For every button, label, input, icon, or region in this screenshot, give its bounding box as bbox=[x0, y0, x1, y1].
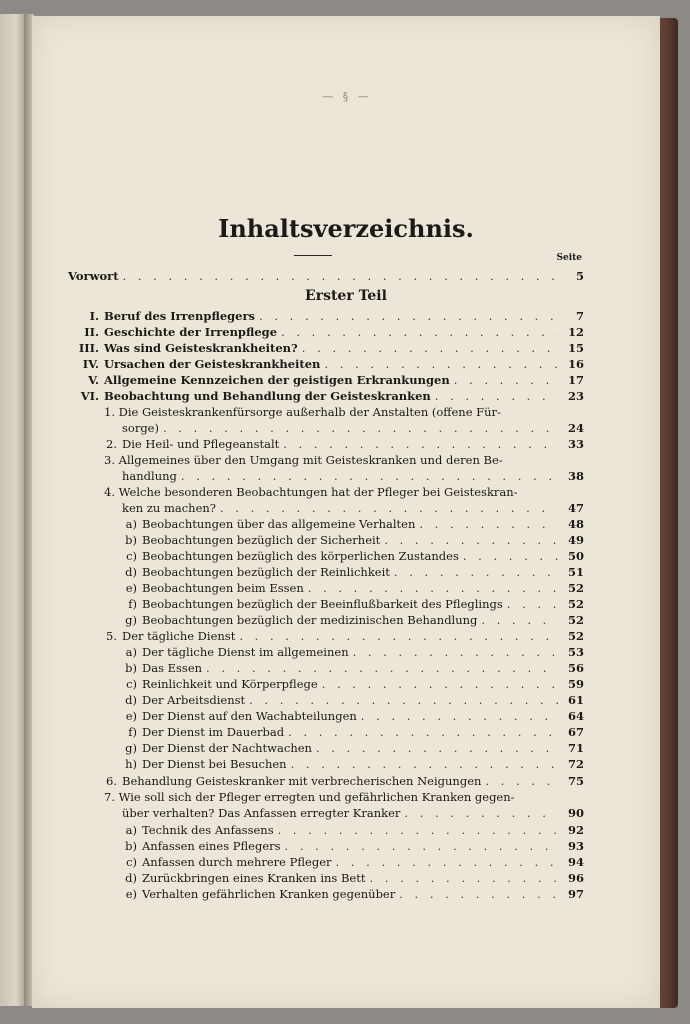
section-number: 6. bbox=[106, 774, 117, 788]
toc-entry-subsection[interactable] bbox=[122, 532, 584, 548]
subsection-letter: d) bbox=[125, 565, 137, 579]
toc-entry-subsection[interactable] bbox=[122, 708, 584, 724]
toc-page-number: 51 bbox=[567, 565, 584, 579]
leader-dots bbox=[369, 870, 558, 886]
leader-dots bbox=[249, 692, 558, 708]
toc-page-number: 67 bbox=[567, 725, 584, 739]
toc-entry-text: Das Essen bbox=[142, 661, 203, 675]
section-number: 1. bbox=[104, 405, 115, 419]
toc-page-number: 15 bbox=[567, 341, 584, 355]
toc-entry-chapter[interactable] bbox=[72, 308, 584, 324]
toc-entry-text: Allgemeines über den Umgang mit Geisteskranken und deren Be- bbox=[118, 453, 503, 467]
leader-dots bbox=[181, 468, 558, 484]
toc-entry-text: ken zu machen? bbox=[122, 501, 216, 515]
leader-dots bbox=[239, 628, 558, 644]
title-divider bbox=[294, 255, 332, 256]
toc-entry-section-line[interactable] bbox=[104, 484, 518, 500]
subsection-letter: h) bbox=[125, 757, 137, 771]
toc-page-number: 61 bbox=[567, 693, 584, 707]
leader-dots bbox=[281, 324, 558, 340]
toc-page-number: 24 bbox=[567, 421, 584, 435]
toc-page-number: 38 bbox=[567, 469, 584, 483]
toc-entry-subsection[interactable] bbox=[122, 596, 584, 612]
toc-entry-subsection[interactable] bbox=[122, 564, 584, 580]
toc-entry-subsection[interactable] bbox=[122, 724, 584, 740]
toc-entry-text: Beobachtungen bezüglich der Beeinflußbarkeit des Pfleglings bbox=[142, 597, 503, 611]
toc-entry-text: über verhalten? Das Anfassen erregter Kranker bbox=[122, 806, 401, 820]
toc-entry-section[interactable] bbox=[104, 436, 584, 452]
toc-page-number: 92 bbox=[567, 823, 584, 837]
leader-dots bbox=[481, 612, 558, 628]
toc-entry-text: Beobachtungen bezüglich der Sicherheit bbox=[142, 533, 381, 547]
toc-page-number: 33 bbox=[567, 437, 584, 451]
toc-page-number: 59 bbox=[567, 677, 584, 691]
toc-entry-text: Was sind Geisteskrankheiten? bbox=[104, 341, 298, 355]
toc-entry-text: Der Dienst der Nachtwachen bbox=[142, 741, 312, 755]
toc-entry-subsection[interactable] bbox=[122, 838, 584, 854]
toc-entry-text: Zurückbringen eines Kranken ins Bett bbox=[142, 871, 366, 885]
page-title: Inhaltsverzeichnis. bbox=[218, 214, 474, 243]
left-page-edge bbox=[0, 14, 26, 1006]
section-number: 2. bbox=[106, 437, 117, 451]
toc-entry-text: Der Dienst auf den Wachabteilungen bbox=[142, 709, 357, 723]
toc-entry-text: Allgemeine Kennzeichen der geistigen Erkrankungen bbox=[104, 373, 450, 387]
toc-entry-text: Beobachtungen bezüglich der Reinlichkeit bbox=[142, 565, 390, 579]
toc-entry-section-line[interactable] bbox=[104, 404, 501, 420]
leader-dots bbox=[353, 644, 558, 660]
subsection-letter: a) bbox=[125, 823, 137, 837]
toc-entry-chapter[interactable] bbox=[72, 340, 584, 356]
toc-page-number: 56 bbox=[567, 661, 584, 675]
toc-page-number: 71 bbox=[567, 741, 584, 755]
toc-entry-text: Vorwort bbox=[68, 269, 119, 283]
toc-entry-subsection[interactable] bbox=[122, 854, 584, 870]
toc-page-number: 17 bbox=[567, 373, 584, 387]
toc-entry-section[interactable] bbox=[104, 773, 584, 789]
subsection-letter: b) bbox=[125, 533, 137, 547]
chapter-number: II. bbox=[84, 325, 99, 339]
toc-page-number: 48 bbox=[567, 517, 584, 531]
section-number: 4. bbox=[104, 485, 115, 499]
toc-entry-text: Reinlichkeit und Körperpflege bbox=[142, 677, 318, 691]
toc-entry-text: Die Geisteskrankenfürsorge außerhalb der Anstalten (offene Für- bbox=[118, 405, 501, 419]
toc-entry-text: Der Dienst bei Besuchen bbox=[142, 757, 287, 771]
toc-page-number: 53 bbox=[567, 645, 584, 659]
leader-dots bbox=[384, 532, 558, 548]
leader-dots bbox=[316, 740, 558, 756]
subsection-letter: f) bbox=[128, 597, 137, 611]
toc-entry-text: Behandlung Geisteskranker mit verbrecherischen Neigungen bbox=[122, 774, 482, 788]
toc-page-number: 93 bbox=[567, 839, 584, 853]
toc-entry-text: Beobachtungen bezüglich des körperlichen Zustandes bbox=[142, 549, 459, 563]
chapter-number: III. bbox=[78, 341, 99, 355]
toc-entry-subsection[interactable] bbox=[122, 580, 584, 596]
subsection-letter: c) bbox=[126, 855, 137, 869]
leader-dots bbox=[463, 548, 558, 564]
toc-entry-section[interactable] bbox=[122, 420, 584, 436]
toc-entry-section[interactable] bbox=[122, 468, 584, 484]
toc-page-number: 12 bbox=[567, 325, 584, 339]
toc-entry-text: Ursachen der Geisteskrankheiten bbox=[104, 357, 321, 371]
toc-entry-text: Beobachtungen beim Essen bbox=[142, 581, 304, 595]
subsection-letter: b) bbox=[125, 839, 137, 853]
section-number: 7. bbox=[104, 790, 115, 804]
toc-page-number: 52 bbox=[567, 613, 584, 627]
toc-entry-text: Technik des Anfassens bbox=[142, 823, 274, 837]
toc-entry-text: Der tägliche Dienst bbox=[122, 629, 236, 643]
subsection-letter: e) bbox=[125, 581, 137, 595]
toc-page-number: 97 bbox=[567, 887, 584, 901]
chapter-number: V. bbox=[88, 373, 99, 387]
leader-dots bbox=[399, 886, 558, 902]
toc-page-number: 47 bbox=[567, 501, 584, 515]
toc-entry-chapter[interactable] bbox=[72, 388, 584, 404]
toc-page-number: 52 bbox=[567, 597, 584, 611]
leader-dots bbox=[302, 340, 558, 356]
subsection-letter: g) bbox=[125, 741, 137, 755]
leader-dots bbox=[485, 773, 558, 789]
toc-entry-text: Der tägliche Dienst im allgemeinen bbox=[142, 645, 349, 659]
toc-entry-section[interactable] bbox=[122, 500, 584, 516]
section-number: 5. bbox=[106, 629, 117, 643]
toc-entry-subsection[interactable] bbox=[122, 660, 584, 676]
toc-entry-text: Anfassen eines Pflegers bbox=[142, 839, 281, 853]
toc-entry-subsection[interactable] bbox=[122, 516, 584, 532]
toc-entry-chapter[interactable] bbox=[72, 372, 584, 388]
toc-entry-chapter[interactable] bbox=[72, 356, 584, 372]
toc-entry-section-line[interactable] bbox=[104, 789, 515, 805]
subsection-letter: a) bbox=[125, 645, 137, 659]
header-ornament: — § — bbox=[322, 90, 372, 103]
leader-dots bbox=[507, 596, 558, 612]
toc-page-number: 7 bbox=[575, 309, 584, 323]
toc-entry-text: Beruf des Irrenpflegers bbox=[104, 309, 256, 323]
leader-dots bbox=[324, 356, 558, 372]
toc-page-number: 16 bbox=[567, 357, 584, 371]
leader-dots bbox=[163, 420, 558, 436]
toc-page-number: 52 bbox=[567, 629, 584, 643]
toc-entry-section[interactable] bbox=[104, 628, 584, 644]
toc-entry-text: Anfassen durch mehrere Pfleger bbox=[142, 855, 332, 869]
leader-dots bbox=[291, 756, 558, 772]
chapter-number: IV. bbox=[82, 357, 99, 371]
toc-page-number: 64 bbox=[567, 709, 584, 723]
toc-entry-text: Beobachtungen über das allgemeine Verhalten bbox=[142, 517, 416, 531]
leader-dots bbox=[259, 308, 558, 324]
part-title: Erster Teil bbox=[305, 288, 387, 304]
toc-entry-text: Wie soll sich der Pfleger erregten und gefährlichen Kranken gegen- bbox=[118, 790, 515, 804]
toc-entry-subsection[interactable] bbox=[122, 548, 584, 564]
toc-entry-chapter[interactable] bbox=[72, 324, 584, 340]
toc-entry-text: Der Arbeitsdienst bbox=[142, 693, 246, 707]
leader-dots bbox=[322, 676, 558, 692]
toc-page-number: 72 bbox=[567, 757, 584, 771]
toc-entry-subsection[interactable] bbox=[122, 612, 584, 628]
leader-dots bbox=[435, 388, 558, 404]
subsection-letter: b) bbox=[125, 661, 137, 675]
leader-dots bbox=[404, 805, 558, 821]
toc-entry-text: Geschichte der Irrenpflege bbox=[104, 325, 278, 339]
toc-page-number: 5 bbox=[575, 269, 584, 283]
toc-page-number: 90 bbox=[567, 806, 584, 820]
leader-dots bbox=[361, 708, 558, 724]
subsection-letter: e) bbox=[125, 709, 137, 723]
toc-entry-text: sorge) bbox=[122, 421, 159, 435]
toc-page-number: 96 bbox=[567, 871, 584, 885]
subsection-letter: d) bbox=[125, 693, 137, 707]
subsection-letter: f) bbox=[128, 725, 137, 739]
toc-entry-subsection[interactable] bbox=[122, 756, 584, 772]
chapter-number: I. bbox=[89, 309, 99, 323]
toc-entry-subsection[interactable] bbox=[122, 676, 584, 692]
subsection-letter: c) bbox=[126, 677, 137, 691]
toc-entry-text: Beobachtungen bezüglich der medizinischen Behandlung bbox=[142, 613, 478, 627]
leader-dots bbox=[220, 500, 558, 516]
leader-dots bbox=[336, 854, 558, 870]
toc-page-number: 75 bbox=[567, 774, 584, 788]
toc-entry-section[interactable] bbox=[122, 805, 584, 821]
toc-page-number: 23 bbox=[567, 389, 584, 403]
toc-entry-subsection[interactable] bbox=[122, 886, 584, 902]
subsection-letter: d) bbox=[125, 871, 137, 885]
subsection-letter: c) bbox=[126, 549, 137, 563]
leader-dots bbox=[206, 660, 558, 676]
toc-entry-text: handlung bbox=[122, 469, 177, 483]
leader-dots bbox=[288, 724, 558, 740]
toc-entry-vorwort[interactable] bbox=[68, 268, 584, 284]
toc-entry-text: Welche besonderen Beobachtungen hat der Pfleger bei Geisteskran- bbox=[118, 485, 518, 499]
toc-entry-subsection[interactable] bbox=[122, 740, 584, 756]
leader-dots bbox=[394, 564, 558, 580]
toc-entry-subsection[interactable] bbox=[122, 822, 584, 838]
section-number: 3. bbox=[104, 453, 115, 467]
subsection-letter: e) bbox=[125, 887, 137, 901]
subsection-letter: a) bbox=[125, 517, 137, 531]
leader-dots bbox=[419, 516, 558, 532]
chapter-number: VI. bbox=[80, 389, 99, 403]
toc-page-number: 94 bbox=[567, 855, 584, 869]
toc-entry-text: Die Heil- und Pflegeanstalt bbox=[122, 437, 280, 451]
leader-dots bbox=[454, 372, 558, 388]
leader-dots bbox=[123, 268, 558, 284]
toc-entry-text: Beobachtung und Behandlung der Geisteskranken bbox=[104, 389, 431, 403]
toc-entry-subsection[interactable] bbox=[122, 644, 584, 660]
toc-page-number: 52 bbox=[567, 581, 584, 595]
seite-column-label: Seite bbox=[556, 253, 582, 263]
toc-page-number: 49 bbox=[567, 533, 584, 547]
toc-entry-text: Der Dienst im Dauerbad bbox=[142, 725, 285, 739]
leader-dots bbox=[308, 580, 558, 596]
subsection-letter: g) bbox=[125, 613, 137, 627]
toc-entry-text: Verhalten gefährlichen Kranken gegenüber bbox=[142, 887, 396, 901]
leader-dots bbox=[285, 838, 558, 854]
toc-entry-subsection[interactable] bbox=[122, 870, 584, 886]
toc-entry-subsection[interactable] bbox=[122, 692, 584, 708]
leader-dots bbox=[283, 436, 558, 452]
toc-page bbox=[32, 16, 660, 1008]
toc-page-number: 50 bbox=[567, 549, 584, 563]
leader-dots bbox=[278, 822, 558, 838]
toc-entry-section-line[interactable] bbox=[104, 452, 503, 468]
